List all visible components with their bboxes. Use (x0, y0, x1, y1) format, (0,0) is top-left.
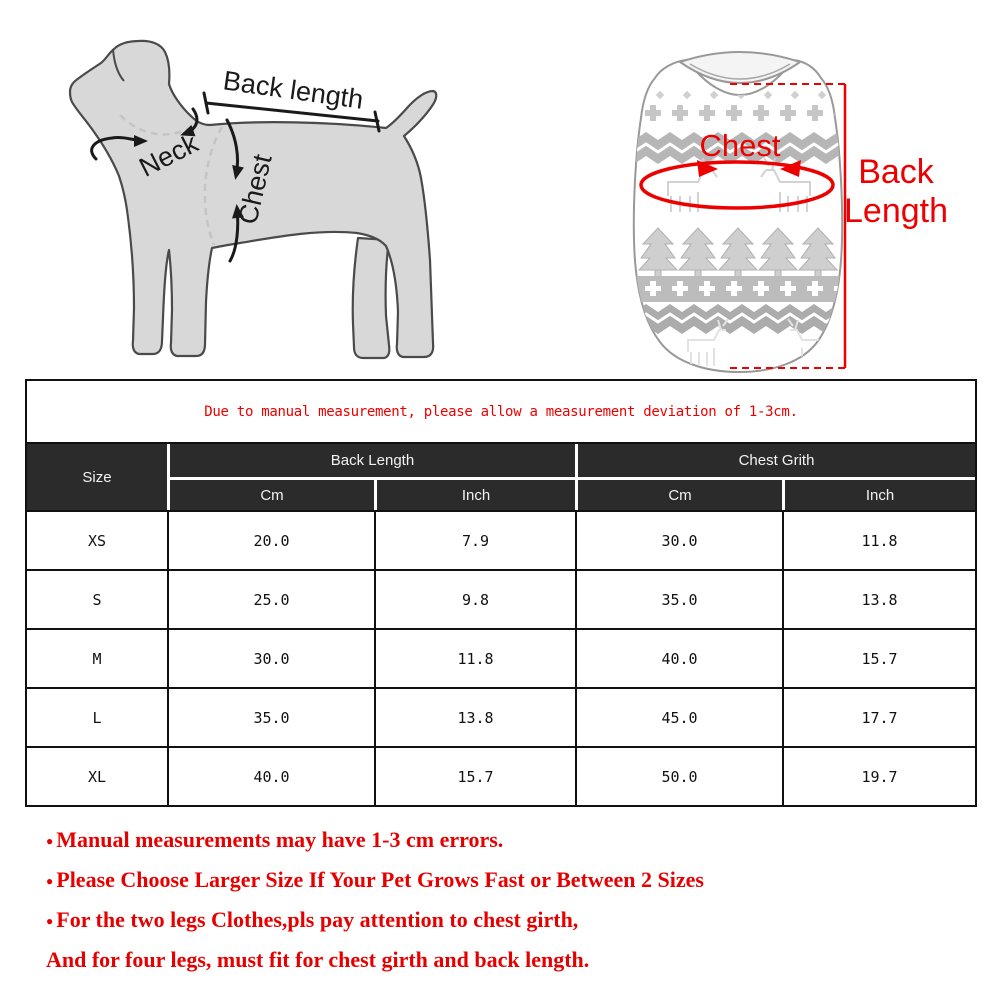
table-row-size: L (27, 687, 167, 746)
footnotes (46, 820, 976, 980)
footnote-text: Manual measurements may have 1-3 cm errors. (56, 827, 504, 852)
column-header-back-length: Back Length (167, 444, 575, 477)
footnote-line (46, 860, 976, 900)
column-header-size: Size (27, 444, 167, 510)
size-table (25, 379, 977, 807)
table-cell: 17.7 (782, 687, 975, 746)
dog-chest-label: Chest (232, 151, 278, 228)
table-cell: 9.8 (374, 569, 575, 628)
table-row-size: XS (27, 510, 167, 569)
dog-back-length-label: Back length (221, 65, 366, 115)
table-cell: 25.0 (167, 569, 374, 628)
table-cell: 40.0 (167, 746, 374, 805)
table-cell: 20.0 (167, 510, 374, 569)
table-row-size: S (27, 569, 167, 628)
column-header-chest-inch: Inch (782, 477, 975, 510)
table-cell: 15.7 (374, 746, 575, 805)
table-row-size: XL (27, 746, 167, 805)
table-cell: 40.0 (575, 628, 782, 687)
column-header-back-inch: Inch (374, 477, 575, 510)
bullet-icon: ● (46, 913, 54, 928)
table-cell: 45.0 (575, 687, 782, 746)
dog-neck-label: Neck (134, 127, 203, 183)
bullet-icon: ● (46, 873, 54, 888)
table-cell: 30.0 (575, 510, 782, 569)
measurement-diagram (0, 0, 1000, 380)
footnote-text: And for four legs, must fit for chest girth and back length. (46, 947, 590, 972)
table-cell: 35.0 (167, 687, 374, 746)
table-cell: 7.9 (374, 510, 575, 569)
table-cell: 35.0 (575, 569, 782, 628)
deviation-note: Due to manual measurement, please allow a measurement deviation of 1-3cm. (27, 381, 975, 444)
table-cell: 50.0 (575, 746, 782, 805)
footnote-line (46, 820, 976, 860)
footnote-line (46, 940, 976, 980)
table-row-size: M (27, 628, 167, 687)
table-cell: 11.8 (374, 628, 575, 687)
vest-image (634, 52, 948, 372)
table-cell: 15.7 (782, 628, 975, 687)
table-cell: 13.8 (374, 687, 575, 746)
table-cell: 13.8 (782, 569, 975, 628)
footnote-line (46, 900, 976, 940)
bullet-icon: ● (46, 833, 54, 848)
table-cell: 19.7 (782, 746, 975, 805)
column-header-chest-girth: Chest Grith (575, 444, 975, 477)
vest-chest-label: Chest (699, 128, 781, 163)
column-header-chest-cm: Cm (575, 477, 782, 510)
footnote-text: Please Choose Larger Size If Your Pet Grows Fast or Between 2 Sizes (56, 867, 704, 892)
table-cell: 11.8 (782, 510, 975, 569)
table-cell: 30.0 (167, 628, 374, 687)
footnote-text: For the two legs Clothes,pls pay attention to chest girth, (56, 907, 579, 932)
vest-back-length-label-line1: Back (858, 153, 934, 191)
vest-back-length-label-line2: Length (844, 192, 948, 230)
column-header-back-cm: Cm (167, 477, 374, 510)
